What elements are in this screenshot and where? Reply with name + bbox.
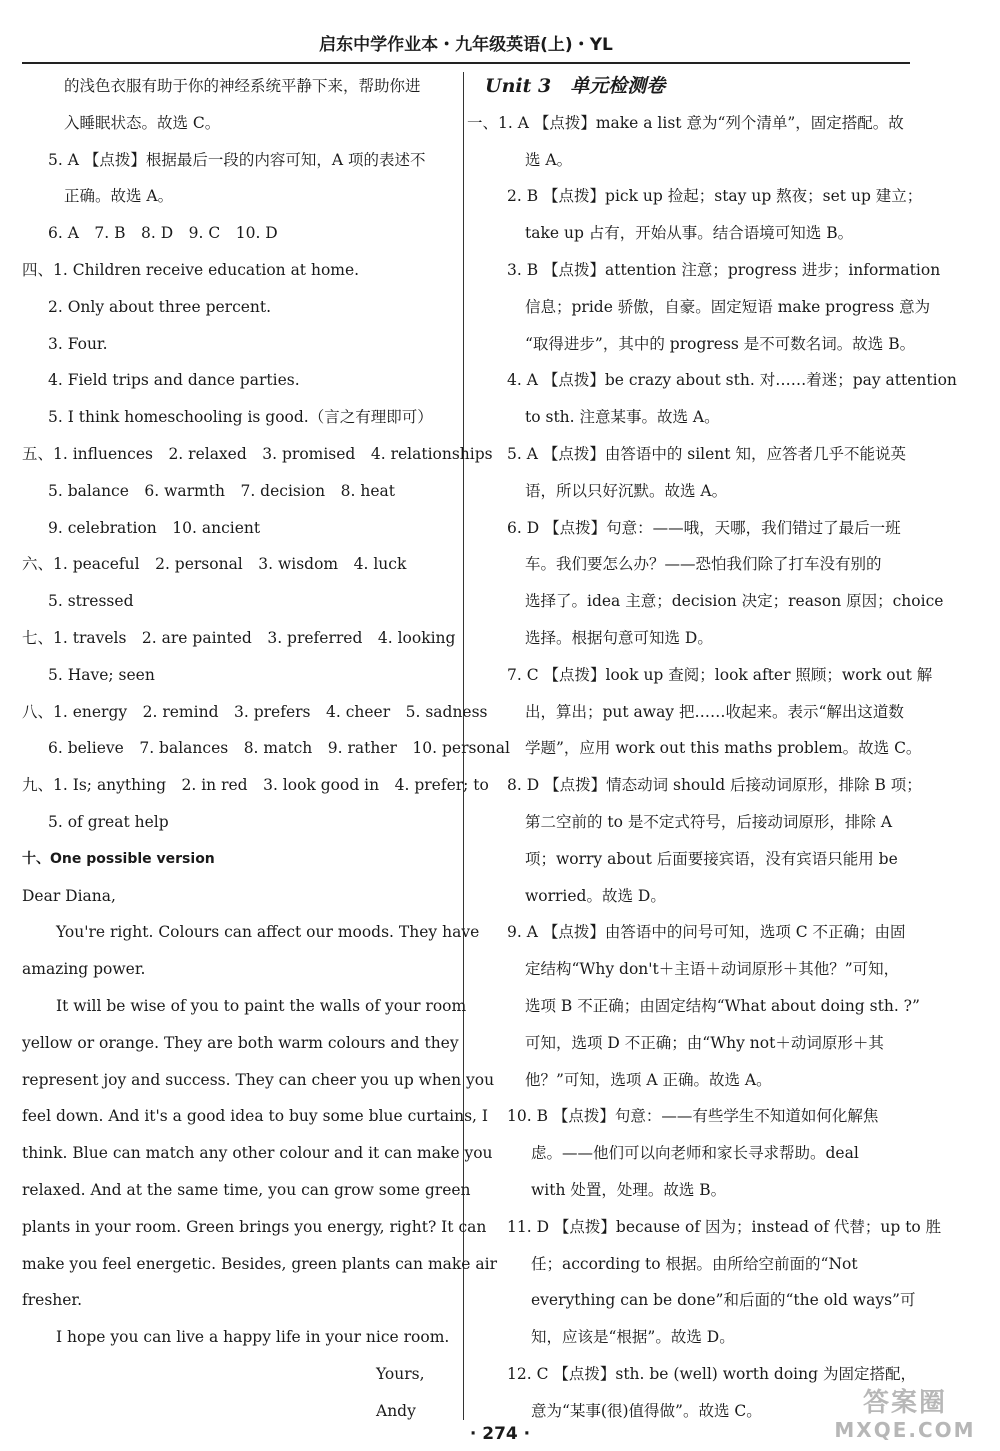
text-line: 项；worry about 后面要接宾语，没有宾语只能用 be (525, 849, 898, 868)
watermark-logo (820, 1388, 990, 1448)
text-line: 5. I think homeschooling is good.（言之有理即可） (48, 408, 433, 427)
text-line: 车。我们要怎么办？——恐怕我们除了打车没有别的 (525, 555, 882, 574)
text-line: 5. balance 6. warmth 7. decision 8. heat (48, 481, 395, 500)
text-line: to sth. 注意某事。故选 A。 (525, 408, 720, 427)
text-line: 2. Only about three percent. (48, 297, 272, 316)
text-line: You're right. Colours can affect our moods. They have (56, 923, 480, 942)
text-line: amazing power. (22, 960, 146, 979)
text-line: 八、1. energy 2. remind 3. prefers 4. cheer 5. sadness (22, 702, 488, 721)
text-line: 一、1. A 【点拨】make a list 意为“列个清单”，固定搭配。故 (467, 113, 904, 132)
text-line: 的浅色衣服有助于你的神经系统平静下来，帮助你进 (64, 77, 421, 95)
text-line: 选 A。 (525, 150, 573, 169)
text-line: 3. B 【点拨】attention 注意；progress 进步；information (507, 261, 941, 279)
text-line: feel down. And it's a good idea to buy some blue curtains, I (22, 1107, 489, 1126)
text-line: 任；according to 根据。由所给空前面的“Not (531, 1254, 858, 1273)
text-line: 3. Four. (48, 334, 108, 353)
letter-signature: Andy (376, 1401, 416, 1420)
text-line: 七、1. travels 2. are painted 3. preferred 4. looking (22, 629, 456, 647)
text-line: 学题”，应用 work out this maths problem。故选 C。 (525, 739, 922, 758)
text-line: 6. A 7. B 8. D 9. C 10. D (48, 224, 278, 243)
text-line: 6. believe 7. balances 8. match 9. rather 10. personal (48, 739, 510, 758)
letter-closing: Yours, (376, 1365, 425, 1383)
text-line: think. Blue can match any other colour and it can make you (22, 1144, 493, 1163)
text-line: It will be wise of you to paint the walls of your room (56, 997, 467, 1015)
unit-title: Unit 3 单元检测卷 (485, 75, 666, 97)
text-line: represent joy and success. They can cheer you up when you (22, 1070, 495, 1089)
text-line: 知，应该是“根据”。故选 D。 (531, 1328, 735, 1347)
text-line: everything can be done”和后面的“the old ways”可 (531, 1291, 916, 1310)
header-rule (22, 62, 910, 64)
text-line: fresher. (22, 1291, 83, 1310)
text-line: 虑。——他们可以向老师和家长寻求帮助。deal (531, 1144, 859, 1163)
text-line: plants in your room. Green brings you energy, right? It can (22, 1217, 487, 1236)
text-line: 2. B 【点拨】pick up 捡起；stay up 熬夜；set up 建立； (507, 187, 923, 206)
text-line: 5. of great help (48, 813, 169, 831)
letter-salutation: Dear Diana, (22, 886, 116, 905)
text-line: 意为“某事(很)值得做”。故选 C。 (531, 1401, 762, 1420)
text-line: 11. D 【点拨】because of 因为；instead of 代替；up to 胜 (507, 1217, 942, 1236)
text-line: 正确。故选 A。 (64, 187, 174, 206)
text-line: yellow or orange. They are both warm colours and they (22, 1033, 459, 1052)
text-line: 入睡眠状态。故选 C。 (64, 113, 221, 132)
text-line: 5. Have; seen (48, 665, 155, 684)
text-line: 10. B 【点拨】句意：——有些学生不知道如何化解焦 (507, 1107, 879, 1126)
text-line: 第二空前的 to 是不定式符号，后接动词原形，排除 A (525, 813, 893, 831)
text-line: 9. A 【点拨】由答语中的问号可知，选项 C 不正确；由固 (507, 923, 906, 942)
text-line: 出，算出；put away 把……收起来。表示“解出这道数 (525, 702, 904, 721)
watermark-bottom-text: MXQE.COM (834, 1418, 976, 1442)
text-line: 四、1. Children receive education at home. (22, 261, 360, 279)
text-line: make you feel energetic. Besides, green plants can make air (22, 1254, 497, 1273)
text-line: 12. C 【点拨】sth. be (well) worth doing 为固定搭配， (507, 1365, 916, 1383)
text-line: 六、1. peaceful 2. personal 3. wisdom 4. luck (22, 555, 407, 574)
text-line: 9. celebration 10. ancient (48, 518, 261, 537)
text-line: worried。故选 D。 (525, 886, 666, 905)
watermark-top-text: 答案圈 (862, 1388, 947, 1418)
text-line: 6. D 【点拨】句意：——哦，天哪，我们错过了最后一班 (507, 518, 901, 537)
text-line: 4. A 【点拨】be crazy about sth. 对……着迷；pay attention (507, 371, 957, 390)
text-line: 4. Field trips and dance parties. (48, 371, 300, 390)
text-line: 信息；pride 骄傲，自豪。固定短语 make progress 意为 (525, 297, 931, 316)
text-line: 语，所以只好沉默。故选 A。 (525, 481, 728, 500)
text-line: take up 占有，开始从事。结合语境可知选 B。 (525, 224, 854, 243)
text-line: 选择。根据句意可知选 D。 (525, 629, 713, 647)
text-line: relaxed. And at the same time, you can grow some green (22, 1181, 471, 1199)
text-line: I hope you can live a happy life in your nice room. (56, 1328, 450, 1347)
text-line: 可知，选项 D 不正确；由“Why not＋动词原形＋其 (525, 1033, 884, 1052)
text-line: 选项 B 不正确；由固定结构“What about doing sth. ?” (525, 997, 920, 1015)
text-line: 他？”可知，选项 A 正确。故选 A。 (525, 1070, 772, 1089)
text-line: 8. D 【点拨】情态动词 should 后接动词原形，排除 B 项； (507, 776, 922, 795)
text-line: 5. stressed (48, 592, 134, 611)
text-line: with 处置，处理。故选 B。 (531, 1181, 727, 1199)
text-line: “取得进步”，其中的 progress 是不可数名词。故选 B。 (525, 334, 916, 353)
text-line: 5. A 【点拨】由答语中的 silent 知，应答者几乎不能说英 (507, 445, 906, 463)
page-number: · 274 · (469, 1424, 531, 1444)
text-line: 五、1. influences 2. relaxed 3. promised 4. relationships (22, 445, 493, 463)
text-line: 定结构“Why don't＋主语＋动词原形＋其他？”可知， (525, 960, 900, 979)
page-header: 启东中学作业本・九年级英语(上)・YL (319, 35, 613, 55)
text-line: 九、1. Is; anything 2. in red 3. look good in 4. prefer; to (22, 776, 489, 795)
text-line: 选择了。idea 主意；decision 决定；reason 原因；choice (525, 592, 944, 611)
text-line: 7. C 【点拨】look up 查阅；look after 照顾；work out 解 (507, 665, 933, 684)
text-line: 5. A 【点拨】根据最后一段的内容可知，A 项的表述不 (48, 150, 426, 169)
section-heading: 十、One possible version (22, 850, 215, 867)
